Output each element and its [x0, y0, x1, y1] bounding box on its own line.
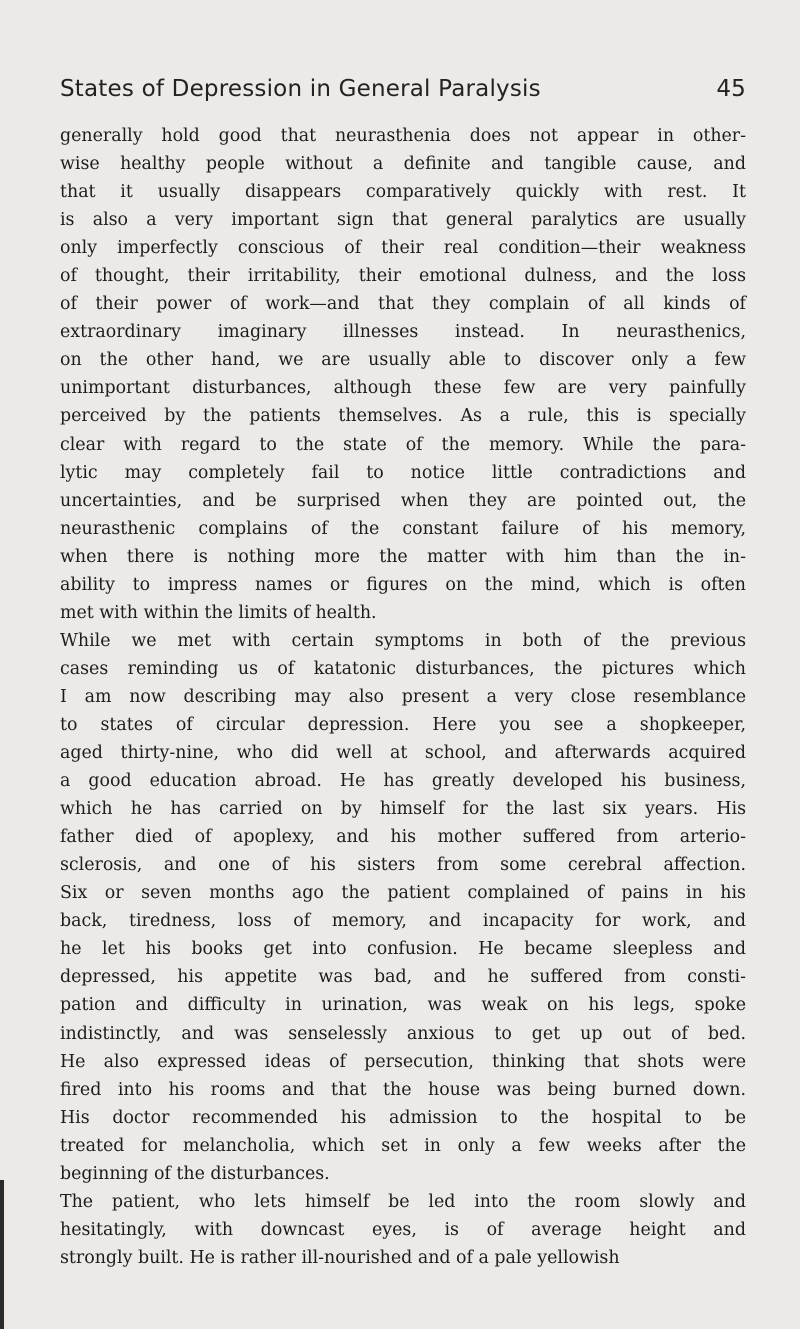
- text-line: he let his books get into confusion. He became sleepless and: [60, 939, 746, 960]
- text-line: unimportant disturbances, although these few are very painfully: [60, 378, 746, 399]
- running-header: [60, 76, 746, 102]
- text-line: which he has carried on by himself for the last six years. His: [60, 799, 746, 820]
- text-line: While we met with certain symptoms in both of the previous: [60, 630, 746, 651]
- text-line: on the other hand, we are usually able to discover only a few: [60, 350, 746, 371]
- paragraph: [60, 1188, 746, 1272]
- text-line: only imperfectly conscious of their real condition—their weakness: [60, 238, 746, 259]
- text-line: neurasthenic complains of the constant failure of his memory,: [60, 518, 746, 539]
- text-line: cases reminding us of katatonic disturbances, the pictures which: [60, 658, 746, 679]
- text-line: back, tiredness, loss of memory, and incapacity for work, and: [60, 911, 746, 932]
- text-line: beginning of the disturbances.: [60, 1163, 330, 1184]
- text-line: He also expressed ideas of persecution, thinking that shots were: [60, 1051, 746, 1072]
- text-line: lytic may completely fail to notice little contradictions and: [60, 462, 746, 483]
- text-line: uncertainties, and be surprised when they are pointed out, the: [60, 490, 746, 511]
- text-line: I am now describing may also present a very close resemblance: [60, 686, 746, 707]
- body-text: [60, 122, 746, 1272]
- text-line: sclerosis, and one of his sisters from some cerebral affection.: [60, 855, 746, 876]
- text-line: of their power of work—and that they complain of all kinds of: [60, 294, 746, 315]
- text-line: Six or seven months ago the patient complained of pains in his: [60, 883, 746, 904]
- text-line: to states of circular depression. Here you see a shopkeeper,: [60, 714, 746, 735]
- text-line: when there is nothing more the matter with him than the in-: [60, 546, 746, 567]
- text-line: hesitatingly, with downcast eyes, is of average height and: [60, 1219, 746, 1240]
- page-number: 45: [716, 76, 746, 102]
- text-line: generally hold good that neurasthenia does not appear in other-: [60, 126, 746, 146]
- paragraph: [60, 627, 746, 1188]
- text-line: father died of apoplexy, and his mother suffered from arterio-: [60, 827, 746, 848]
- running-title: States of Depression in General Paralysis: [60, 76, 541, 102]
- text-line: His doctor recommended his admission to the hospital to be: [60, 1107, 746, 1128]
- text-line: ability to impress names or figures on the mind, which is often: [60, 574, 746, 595]
- text-line: pation and difficulty in urination, was weak on his legs, spoke: [60, 995, 746, 1016]
- text-line: extraordinary imaginary illnesses instead. In neurasthenics,: [60, 322, 746, 343]
- page-edge-shadow: [0, 1180, 4, 1329]
- text-line: of thought, their irritability, their emotional dulness, and the loss: [60, 266, 746, 287]
- text-line: is also a very important sign that general paralytics are usually: [60, 210, 746, 231]
- text-line: The patient, who lets himself be led into the room slowly and: [60, 1191, 746, 1212]
- text-line: met with within the limits of health.: [60, 602, 377, 623]
- text-line: clear with regard to the state of the memory. While the para-: [60, 434, 746, 455]
- text-line: perceived by the patients themselves. As a rule, this is specially: [60, 406, 746, 427]
- text-line: that it usually disappears comparatively quickly with rest. It: [60, 182, 746, 203]
- text-line: wise healthy people without a definite and tangible cause, and: [60, 154, 746, 175]
- text-line: depressed, his appetite was bad, and he suffered from consti-: [60, 967, 746, 988]
- text-line: a good education abroad. He has greatly developed his business,: [60, 771, 746, 792]
- text-line: indistinctly, and was senselessly anxious to get up out of bed.: [60, 1023, 746, 1044]
- text-line: strongly built. He is rather ill-nourished and of a pale yellowish: [60, 1247, 620, 1268]
- text-line: fired into his rooms and that the house was being burned down.: [60, 1079, 746, 1100]
- text-line: aged thirty-nine, who did well at school, and afterwards acquired: [60, 743, 746, 764]
- text-line: treated for melancholia, which set in only a few weeks after the: [60, 1135, 746, 1156]
- paragraph: [60, 122, 746, 627]
